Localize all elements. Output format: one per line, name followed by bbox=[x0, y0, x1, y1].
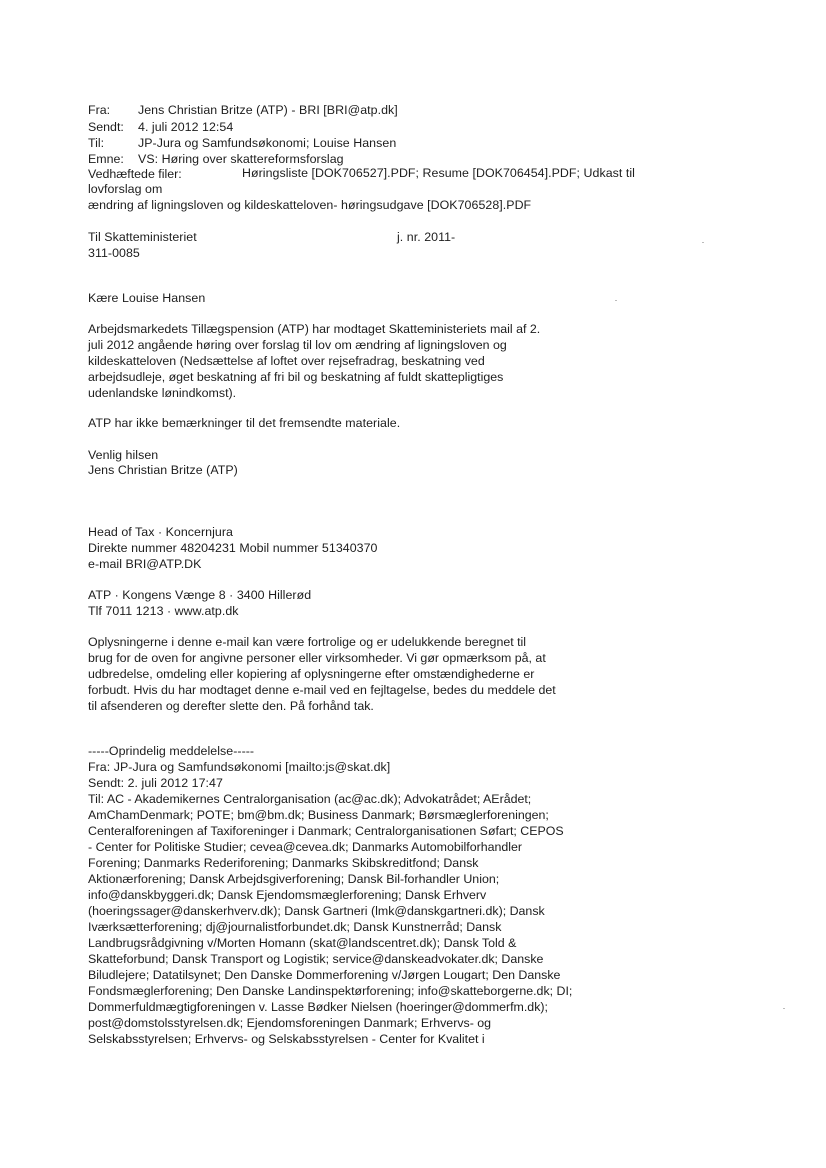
attachments-line-2: lovforslag om bbox=[88, 182, 163, 196]
sent-label: Sendt: bbox=[88, 120, 124, 134]
disclaimer-line: Oplysningerne i denne e-mail kan være fortrolige og er udelukkende beregnet til bbox=[88, 635, 527, 649]
attachments-line-3: ændring af ligningsloven og kildeskatteloven- høringsudgave [DOK706528].PDF bbox=[88, 198, 532, 212]
disclaimer-line: forbudt. Hvis du har modtaget denne e-mail ved en fejltagelse, bedes du meddele det bbox=[88, 683, 556, 697]
greeting: Kære Louise Hansen bbox=[88, 291, 206, 305]
original-sent: Sendt: 2. juli 2012 17:47 bbox=[88, 776, 223, 790]
signature-address: ATP · Kongens Vænge 8 · 3400 Hillerød bbox=[88, 588, 312, 602]
to-value: JP-Jura og Samfundsøkonomi; Louise Hansen bbox=[138, 136, 397, 150]
from-value: Jens Christian Britze (ATP) - BRI [BRI@atp.dk] bbox=[138, 103, 398, 117]
recipient-line: Forening; Danmarks Rederiforening; Danmarks Skibskreditfond; Dansk bbox=[88, 856, 479, 870]
from-label: Fra: bbox=[88, 103, 111, 117]
signature-phones: Direkte nummer 48204231 Mobil nummer 51340370 bbox=[88, 541, 378, 555]
subject-value: VS: Høring over skattereformsforslag bbox=[138, 152, 344, 166]
original-recipients bbox=[88, 791, 572, 1047]
paragraph-line: Arbejdsmarkedets Tillægspension (ATP) har modtaget Skatteministeriets mail af 2. bbox=[88, 322, 541, 336]
recipient-line: post@domstolsstyrelsen.dk; Ejendomsforeningen Danmark; Erhvervs- og bbox=[88, 1016, 492, 1030]
scan-speck bbox=[702, 242, 704, 243]
scan-speck bbox=[783, 1008, 785, 1009]
recipient-line: Dommerfuldmægtigforeningen v. Lasse Bødker Nielsen (hoeringer@dommerfm.dk); bbox=[88, 1000, 548, 1014]
recipient-line: (hoeringssager@danskerhverv.dk); Dansk Gartneri (lmk@danskgartneri.dk); Dansk bbox=[88, 904, 545, 918]
paragraph-line: udenlandske lønindkomst). bbox=[88, 386, 237, 400]
paragraph-line: juli 2012 angående høring over forslag til lov om ændring af ligningsloven og bbox=[88, 338, 507, 352]
attachments-label: Vedhæftede filer: bbox=[88, 167, 182, 181]
journal-number-cont: 311-0085 bbox=[88, 246, 140, 260]
recipient-line: Selskabsstyrelsen; Erhvervs- og Selskabsstyrelsen - Center for Kvalitet i bbox=[88, 1032, 485, 1046]
recipient-line: Aktionærforening; Dansk Arbejdsgiverforening; Dansk Bil-forhandler Union; bbox=[88, 872, 500, 886]
recipient-line: AmChamDenmark; POTE; bm@bm.dk; Business Danmark; Børsmæglerforeningen; bbox=[88, 808, 549, 822]
recipient-line: - Center for Politiske Studier; cevea@cevea.dk; Danmarks Automobilforhandler bbox=[88, 840, 523, 854]
disclaimer-line: udbredelse, omdeling eller kopiering af oplysningerne efter omstændighederne er bbox=[88, 667, 535, 681]
subject-label: Emne: bbox=[88, 152, 124, 166]
signature-contact: Tlf 7011 1213 · www.atp.dk bbox=[88, 604, 239, 618]
disclaimer-line: brug for de oven for angivne personer eller virksomheder. Vi gør opmærksom på, at bbox=[88, 651, 546, 665]
disclaimer bbox=[88, 634, 556, 714]
attachments-line-1: Høringsliste [DOK706527].PDF; Resume [DOK706454].PDF; Udkast til bbox=[242, 166, 635, 180]
recipient-line: Biludlejere; Datatilsynet; Den Danske Dommerforening v/Jørgen Lougart; Den Danske bbox=[88, 968, 561, 982]
to-label: Til: bbox=[88, 136, 105, 150]
recipient-line: Landbrugsrådgivning v/Morten Homann (skat@landscentret.dk); Dansk Told & bbox=[88, 936, 517, 950]
letter-paragraph-2: ATP har ikke bemærkninger til det fremsendte materiale. bbox=[88, 416, 401, 430]
recipient-ministry: Til Skatteministeriet bbox=[88, 230, 197, 244]
recipient-line: Til: AC - Akademikernes Centralorganisation (ac@ac.dk); Advokatrådet; AErådet; bbox=[88, 792, 532, 806]
original-from: Fra: JP-Jura og Samfundsøkonomi [mailto:js@skat.dk] bbox=[88, 760, 391, 774]
closing: Venlig hilsen bbox=[88, 448, 159, 462]
recipient-line: info@danskbyggeri.dk; Dansk Ejendomsmæglerforening; Dansk Erhverv bbox=[88, 888, 487, 902]
recipient-line: Fondsmæglerforening; Den Danske Landinspektørforening; info@skatteborgerne.dk; DI; bbox=[88, 984, 573, 998]
signature-title: Head of Tax · Koncernjura bbox=[88, 525, 233, 539]
recipient-line: Iværksætterforening; dj@journalistforbundet.dk; Dansk Kunstnerråd; Dansk bbox=[88, 920, 502, 934]
journal-number: j. nr. 2011- bbox=[397, 230, 456, 244]
letter-paragraph-1 bbox=[88, 321, 540, 401]
paragraph-line: kildeskatteloven (Nedsættelse af loftet over rejsefradrag, beskatning ved bbox=[88, 354, 485, 368]
disclaimer-line: til afsenderen og derefter slette den. På forhånd tak. bbox=[88, 699, 374, 713]
signature-email: e-mail BRI@ATP.DK bbox=[88, 557, 202, 571]
signer-name: Jens Christian Britze (ATP) bbox=[88, 463, 238, 477]
sent-value: 4. juli 2012 12:54 bbox=[138, 120, 234, 134]
recipient-line: Centeralforeningen af Taxiforeninger i Danmark; Centralorganisationen Søfart; CEPOS bbox=[88, 824, 564, 838]
original-separator: -----Oprindelig meddelelse----- bbox=[88, 744, 255, 758]
paragraph-line: arbejdsudleje, øget beskatning af fri bil og beskatning af fuldt skattepligtiges bbox=[88, 370, 504, 384]
recipient-line: Skatteforbund; Dansk Transport og Logistik; service@danskeadvokater.dk; Danske bbox=[88, 952, 544, 966]
scan-speck bbox=[615, 300, 617, 301]
